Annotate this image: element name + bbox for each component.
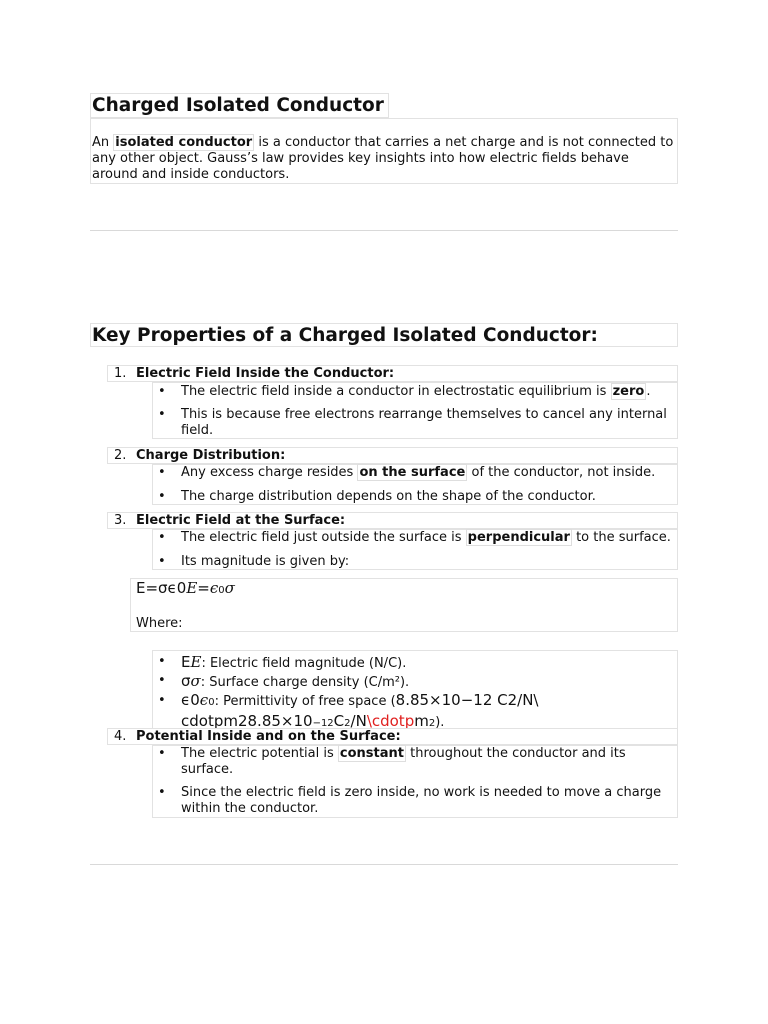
def-symbol: ϵ0 [181, 691, 200, 709]
intro-line2: any other object. Gauss’s law provides key insights into how electric fields behave [92, 151, 629, 166]
item-label: Electric Field at the Surface: [136, 513, 346, 528]
def-value-line1: 8.85×10−12 C2/N\ [395, 691, 539, 709]
def-symbol: E [181, 653, 191, 671]
formula-raw: E=σϵ0 [136, 579, 187, 597]
list-item-4-bullets [152, 745, 678, 818]
intro-paragraph [90, 118, 678, 184]
def-value-part: cdotpm28.85×10 [181, 712, 313, 730]
bullet-icon: • [158, 489, 166, 504]
item-number: 2. [114, 448, 127, 463]
page-title: Charged Isolated Conductor [92, 95, 384, 116]
bullet-text-suffix: of the conductor, not inside. [467, 465, 656, 480]
bold-term: zero [612, 384, 645, 399]
bullet-text: The electric field inside a conductor in electrostatic equilibrium is [181, 384, 611, 399]
bullet-text: Since the electric field is zero inside, no work is needed to move a charge [181, 785, 662, 800]
formula-E: E [186, 579, 198, 597]
item-label: Electric Field Inside the Conductor: [136, 366, 395, 381]
list-item-2-bullets [152, 464, 678, 505]
bullet-text: This is because free electrons rearrange themselves to cancel any internal [181, 407, 667, 422]
formula-subscript: 0 [218, 585, 225, 596]
def-symbol: σ [181, 672, 191, 690]
where-label: Where: [136, 616, 183, 631]
bullet-icon: • [158, 407, 166, 422]
bullet-text-line2: field. [181, 423, 214, 438]
formula [136, 579, 235, 600]
def-symbol-italic: ϵ [199, 691, 209, 709]
intro-prefix: An [92, 135, 114, 150]
bullet-icon: • [158, 693, 166, 708]
intro-line1-rest: is a conductor that carries a net charge and is not connected to [254, 135, 674, 150]
def-text: : Surface charge density (C/m²). [200, 675, 410, 690]
section2-title: Key Properties of a Charged Isolated Conductor: [92, 325, 598, 346]
intro-bold-term: isolated conductor [115, 135, 253, 150]
item-number: 4. [114, 729, 127, 744]
list-item-1-bullets [152, 382, 678, 439]
bullet-icon: • [158, 785, 166, 800]
divider-top [90, 230, 678, 231]
bold-term: constant [339, 746, 404, 761]
bullet-icon: • [158, 654, 166, 669]
bullet-text-suffix: . [646, 384, 651, 399]
bold-term: on the surface [359, 465, 466, 480]
section2-title-box [90, 323, 678, 347]
list-item-3-bullets [152, 529, 678, 570]
bullet-text: The electric field just outside the surface is [181, 530, 466, 545]
formula-equals: = [197, 579, 210, 597]
def-symbol-italic: E [190, 653, 202, 671]
bullet-text: Any excess charge resides [181, 465, 358, 480]
bullet-text-suffix: to the surface. [571, 530, 671, 545]
list-item-4-header [107, 728, 678, 745]
latex-error-text: \cdotp [366, 712, 415, 730]
definitions-list [152, 650, 678, 729]
bullet-icon: • [158, 530, 166, 545]
bullet-text-line2: surface. [181, 762, 234, 777]
bullet-text-line2: within the conductor. [181, 801, 319, 816]
formula-epsilon: ϵ [209, 579, 219, 597]
bullet-text: Its magnitude is given by: [181, 554, 350, 569]
bullet-text: The charge distribution depends on the shape of the conductor. [181, 489, 596, 504]
bullet-text-suffix: throughout the conductor and its [405, 746, 626, 761]
bullet-icon: • [158, 746, 166, 761]
divider-bottom [90, 864, 678, 865]
def-text: : Electric field magnitude (N/C). [201, 656, 407, 671]
item-label: Charge Distribution: [136, 448, 286, 463]
intro-line3: around and inside conductors. [92, 167, 290, 182]
def-value-part: ). [435, 715, 445, 730]
item-number: 3. [114, 513, 127, 528]
def-value-part: m [414, 712, 429, 730]
item-number: 1. [114, 366, 127, 381]
def-value-subscript: 2 [428, 718, 436, 729]
list-item-1-header [107, 365, 678, 382]
bullet-icon: • [158, 465, 166, 480]
def-value-exponent: −12 [312, 718, 334, 729]
bullet-icon: • [158, 554, 166, 569]
bullet-text: The electric potential is [181, 746, 338, 761]
item-label: Potential Inside and on the Surface: [136, 729, 401, 744]
formula-sigma: σ [224, 579, 235, 597]
formula-box [130, 578, 678, 632]
def-symbol-italic: σ [190, 672, 201, 690]
bullet-icon: • [158, 384, 166, 399]
def-text: : Permittivity of free space ( [214, 694, 396, 709]
section-title-box [90, 93, 389, 118]
bullet-icon: • [158, 673, 166, 688]
def-value-part: /N [350, 712, 367, 730]
bold-term: perpendicular [467, 530, 570, 545]
list-item-3-header [107, 512, 678, 529]
list-item-2-header [107, 447, 678, 464]
def-value-subscript: 2 [344, 718, 351, 729]
def-value-part: C [333, 712, 345, 730]
def-subscript: 0 [208, 697, 215, 708]
